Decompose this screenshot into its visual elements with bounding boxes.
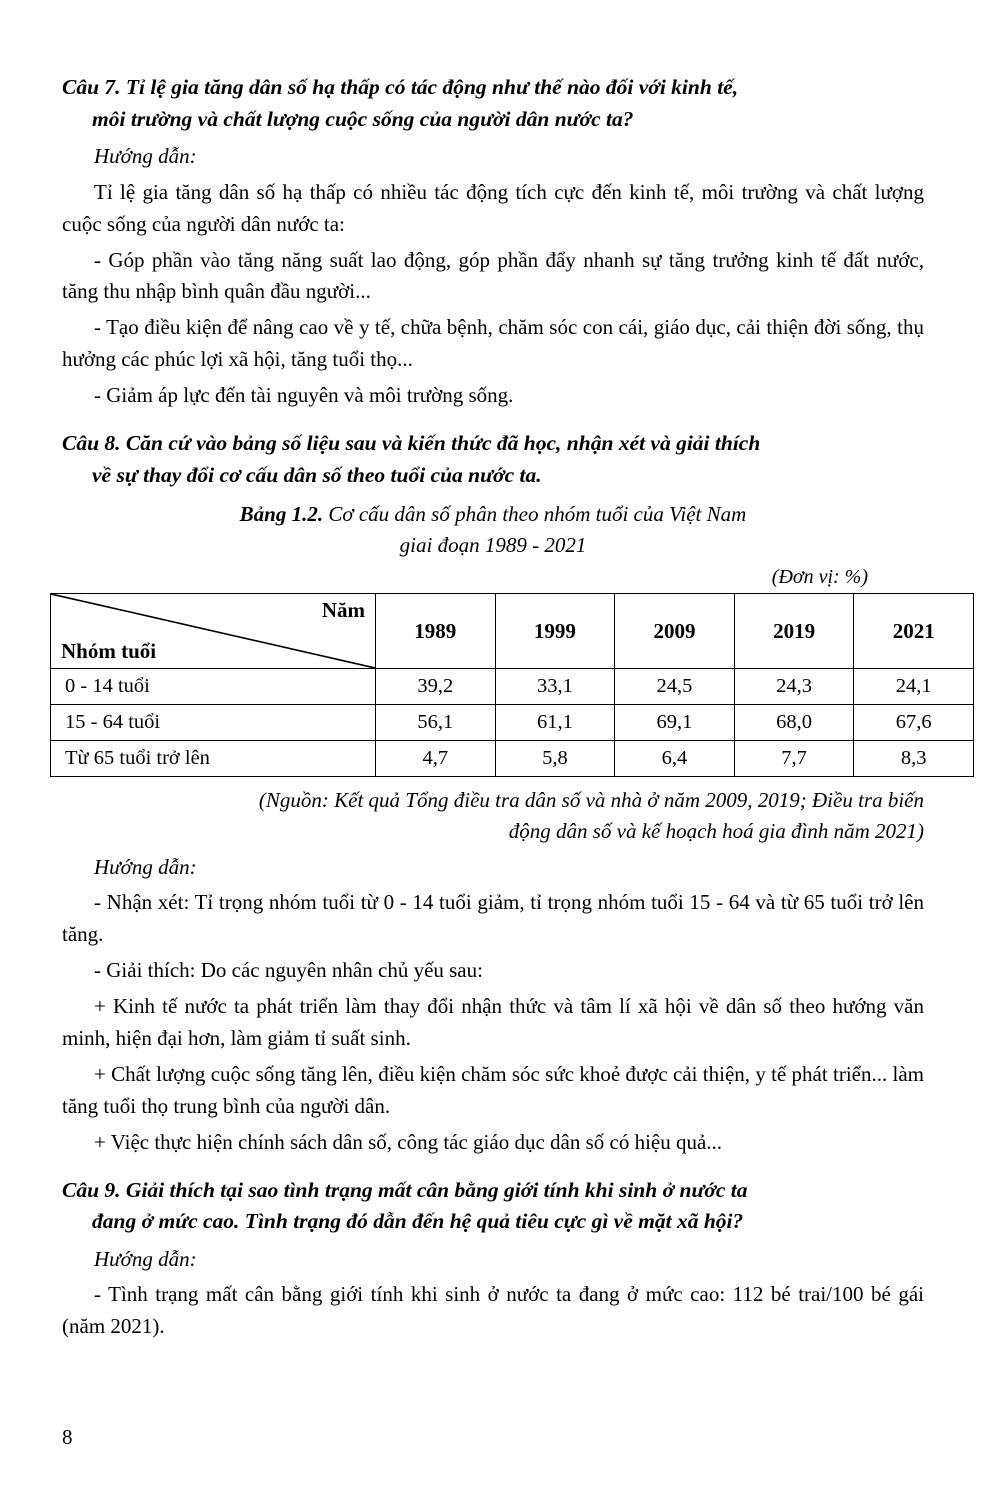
question-8-paragraph-3: + Kinh tế nước ta phát triển làm thay đổi nhận thức và tâm lí xã hội về dân số theo hướng văn minh, hiện đại hơn, làm giảm tỉ suất sinh. — [62, 994, 924, 1051]
table-source-line1: (Nguồn: Kết quả Tổng điều tra dân số và nhà ở năm 2009, 2019; Điều tra biến — [258, 788, 924, 813]
table-unit: (Đơn vị: %) — [771, 566, 868, 589]
question-7-paragraph-4: - Giảm áp lực đến tài nguyên và môi trường sống. — [94, 383, 514, 408]
table-corner-cell — [51, 594, 376, 669]
question-8-guide-label: Hướng dẫn: — [94, 854, 197, 879]
question-8-paragraph-1: - Nhận xét: Tỉ trọng nhóm tuổi từ 0 - 14 tuổi giảm, tỉ trọng nhóm tuổi 15 - 64 và từ 65 tuổi trở lên tăng. — [62, 890, 924, 947]
cell-0-14-2021: 24,1 — [854, 669, 974, 705]
question-7-paragraph-2: - Góp phần vào tăng năng suất lao động, góp phần đẩy nhanh sự tăng trưởng kinh tế đất nước, tăng thu nhập bình quân đầu người... — [62, 247, 924, 304]
table-caption-title: Cơ cấu dân số phân theo nhóm tuổi của Việt Nam — [323, 502, 747, 527]
cell-0-14-1999: 33,1 — [495, 669, 615, 705]
question-8-heading-line2: về sự thay đổi cơ cấu dân số theo tuổi của nước ta. — [92, 462, 542, 487]
question-9-heading — [62, 1175, 924, 1238]
cell-65-plus-1999: 5,8 — [495, 741, 615, 777]
table-source — [62, 785, 924, 846]
population-structure-table — [50, 593, 974, 777]
cell-65-plus-2019: 7,7 — [734, 741, 854, 777]
page-content — [61, 72, 935, 1343]
question-7-heading-line1: Câu 7. Tỉ lệ gia tăng dân số hạ thấp có tác động như thế nào đối với kinh tế, — [62, 75, 739, 99]
table-row-label-65-plus: Từ 65 tuổi trở lên — [51, 741, 376, 777]
table-col-header-2009: 2009 — [615, 594, 735, 669]
table-col-header-1989: 1989 — [376, 594, 496, 669]
question-7-paragraph-1: Tỉ lệ gia tăng dân số hạ thấp có nhiều tác động tích cực đến kinh tế, môi trường và chất lượng cuộc sống của người dân nước ta: — [62, 179, 924, 236]
cell-65-plus-2009: 6,4 — [615, 741, 735, 777]
table-row-label-0-14: 0 - 14 tuổi — [51, 669, 376, 705]
question-7-guide-label: Hướng dẫn: — [94, 144, 197, 169]
cell-15-64-1989: 56,1 — [376, 705, 496, 741]
cell-15-64-1999: 61,1 — [495, 705, 615, 741]
table-row — [51, 669, 974, 705]
table-caption-subtitle: giai đoạn 1989 - 2021 — [399, 532, 587, 557]
question-9-heading-line2: đang ở mức cao. Tình trạng đó dẫn đến hệ quả tiêu cực gì về mặt xã hội? — [92, 1209, 744, 1234]
question-7-paragraph-3: - Tạo điều kiện để nâng cao về y tế, chữa bệnh, chăm sóc con cái, giáo dục, cải thiện đời sống, thụ hưởng các phúc lợi xã hội, tăng tuổi thọ... — [62, 315, 924, 372]
table-col-header-2021: 2021 — [854, 594, 974, 669]
table-corner-col-label: Nhóm tuổi — [61, 639, 157, 664]
table-header-row — [51, 594, 974, 669]
cell-15-64-2009: 69,1 — [615, 705, 735, 741]
question-9-heading-line1: Câu 9. Giải thích tại sao tình trạng mất cân bằng giới tính khi sinh ở nước ta — [62, 1177, 748, 1202]
cell-65-plus-2021: 8,3 — [854, 741, 974, 777]
question-7-heading — [62, 72, 924, 135]
cell-0-14-1989: 39,2 — [376, 669, 496, 705]
question-8-paragraph-4: + Chất lượng cuộc sống tăng lên, điều kiện chăm sóc sức khoẻ được cải thiện, y tế phát triển... làm tăng tuổi thọ trung bình của người dân. — [62, 1062, 924, 1118]
question-9-paragraph-1: - Tình trạng mất cân bằng giới tính khi sinh ở nước ta đang ở mức cao: 112 bé trai/100 bé gái (năm 2021). — [62, 1282, 924, 1339]
question-8-paragraph-2: - Giải thích: Do các nguyên nhân chủ yếu sau: — [94, 958, 483, 983]
cell-15-64-2019: 68,0 — [734, 705, 854, 741]
question-9-guide-label: Hướng dẫn: — [94, 1246, 197, 1271]
table-col-header-2019: 2019 — [734, 594, 854, 669]
table-caption-label: Bảng 1.2. — [239, 502, 324, 527]
table-row — [51, 705, 974, 741]
table-row-label-15-64: 15 - 64 tuổi — [51, 705, 376, 741]
table-col-header-1999: 1999 — [495, 594, 615, 669]
question-8-heading-line1: Câu 8. Căn cứ vào bảng số liệu sau và kiến thức đã học, nhận xét và giải thích — [62, 431, 761, 456]
cell-65-plus-1989: 4,7 — [376, 741, 496, 777]
question-8-paragraph-5: + Việc thực hiện chính sách dân số, công tác giáo dục dân số có hiệu quả... — [94, 1129, 723, 1154]
table-caption — [62, 499, 924, 529]
page-number: 8 — [62, 1425, 73, 1449]
question-8-heading — [62, 428, 924, 491]
question-7-heading-line2: môi trường và chất lượng cuộc sống của người dân nước ta? — [92, 106, 634, 131]
cell-15-64-2021: 67,6 — [854, 705, 974, 741]
cell-0-14-2009: 24,5 — [615, 669, 735, 705]
table-source-line2: động dân số và kế hoạch hoá gia đình năm 2021) — [508, 818, 924, 843]
table-corner-row-label: Năm — [321, 598, 365, 623]
table-row — [51, 741, 974, 777]
cell-0-14-2019: 24,3 — [734, 669, 854, 705]
